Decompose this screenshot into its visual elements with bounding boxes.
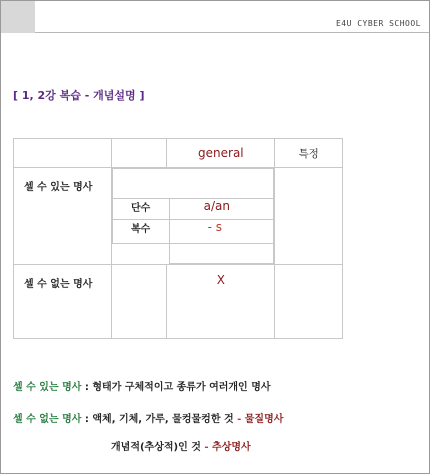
uncountable-feature-cell	[275, 265, 343, 339]
countable-sub-cells	[111, 168, 275, 265]
note-dash-1: -	[233, 414, 245, 425]
row-label-countable: 셀 수 있는 명사	[14, 168, 112, 265]
countable-feature-cell	[275, 168, 343, 265]
note-uncountable-desc: 액체, 기체, 가루, 물컹물컹한 것	[92, 414, 234, 425]
plural-label: 복수	[112, 220, 169, 244]
uncountable-general-value: X	[167, 265, 275, 339]
noun-table	[13, 138, 343, 339]
note-countable-desc: 형태가 구체적이고 종류가 여러개인 명사	[92, 382, 271, 393]
note-uncountable-term: 셀 수 없는 명사	[13, 414, 82, 425]
note-abstract	[111, 438, 251, 453]
lesson-title: [ 1, 2강 복습 - 개념설명 ]	[13, 89, 145, 102]
note-abstract-desc: 개념적(추상적)인 것	[111, 442, 201, 453]
header-block	[1, 1, 35, 33]
header-feature: 특정	[275, 139, 343, 168]
note-sep-2: :	[81, 414, 93, 425]
header-divider	[35, 32, 429, 33]
header-empty-1	[14, 139, 112, 168]
school-name: E4U CYBER SCHOOL	[335, 19, 421, 28]
header-empty-2	[111, 139, 167, 168]
plural-value: - s	[169, 220, 274, 244]
header-general: general	[167, 139, 275, 168]
note-countable	[13, 378, 271, 393]
singular-label: 단수	[112, 199, 169, 220]
uncountable-empty-cell	[111, 265, 167, 339]
countable-inner	[112, 168, 275, 264]
row-label-uncountable: 셀 수 없는 명사	[14, 265, 112, 339]
note-abstract-noun: 추상명사	[212, 442, 251, 453]
note-material-noun: 물질명사	[244, 414, 284, 425]
note-sep-1: :	[81, 382, 93, 393]
note-dash-2: -	[200, 442, 213, 453]
note-uncountable	[13, 410, 283, 425]
singular-value: a/an	[169, 199, 274, 220]
note-countable-term: 셀 수 있는 명사	[13, 382, 82, 393]
